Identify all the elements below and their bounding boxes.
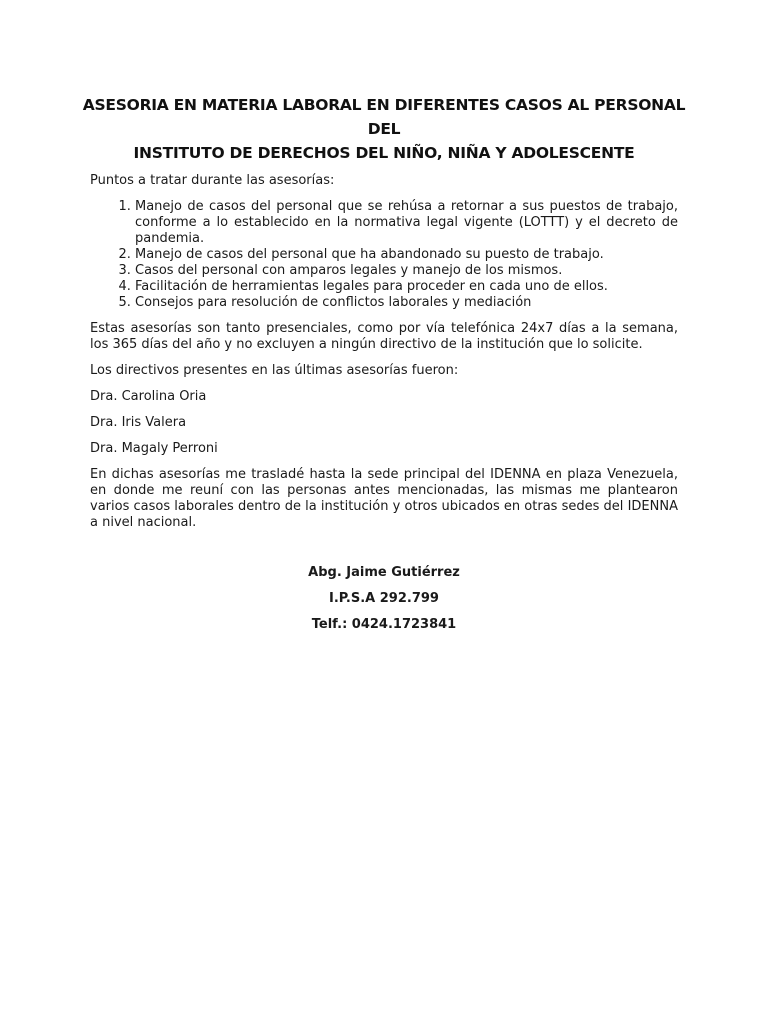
title-line-2: INSTITUTO DE DERECHOS DEL NIÑO, NIÑA Y ADOLESCENTE bbox=[133, 144, 635, 162]
availability-paragraph: Estas asesorías son tanto presenciales, como por vía telefónica 24x7 días a la semana, los 365 días del año y no excluyen a ningún directivo de la institución que lo solicite. bbox=[90, 321, 678, 352]
document-title bbox=[76, 93, 692, 165]
director-name: Dra. Carolina Oria bbox=[90, 389, 207, 404]
list-item: 5. Consejos para resolución de conflictos laborales y mediación bbox=[135, 295, 678, 311]
directors-intro: Los directivos presentes en las últimas asesorías fueron: bbox=[90, 363, 459, 378]
director-name: Dra. Magaly Perroni bbox=[90, 441, 218, 456]
list-item: 1. Manejo de casos del personal que se rehúsa a retornar a sus puestos de trabajo, conforme a lo establecido en la normativa legal vigente (LOTTT) y el decreto de pandemia. bbox=[135, 199, 678, 247]
list-item: 2. Manejo de casos del personal que ha abandonado su puesto de trabajo. bbox=[135, 247, 678, 263]
intro-text: Puntos a tratar durante las asesorías: bbox=[90, 173, 335, 188]
points-list bbox=[90, 199, 678, 311]
signer-phone: Telf.: 0424.1723841 bbox=[311, 617, 457, 632]
list-item: 4. Facilitación de herramientas legales para proceder en cada uno de ellos. bbox=[135, 279, 678, 295]
director-name: Dra. Iris Valera bbox=[90, 415, 187, 430]
title-line-1: ASESORIA EN MATERIA LABORAL EN DIFERENTES CASOS AL PERSONAL DEL bbox=[82, 96, 686, 138]
document-page bbox=[82, 93, 686, 643]
visit-paragraph: En dichas asesorías me trasladé hasta la sede principal del IDENNA en plaza Venezuela, en donde me reuní con las personas antes mencionadas, las mismas me plantearon varios casos laborales dentro de la institución y otros ubicados en otras sedes del IDENNA a nivel nacional. bbox=[90, 467, 678, 530]
list-item: 3. Casos del personal con amparos legales y manejo de los mismos. bbox=[135, 263, 678, 279]
signature-block bbox=[90, 565, 678, 633]
signer-ipsa: I.P.S.A 292.799 bbox=[329, 591, 439, 606]
signer-name: Abg. Jaime Gutiérrez bbox=[308, 565, 460, 580]
